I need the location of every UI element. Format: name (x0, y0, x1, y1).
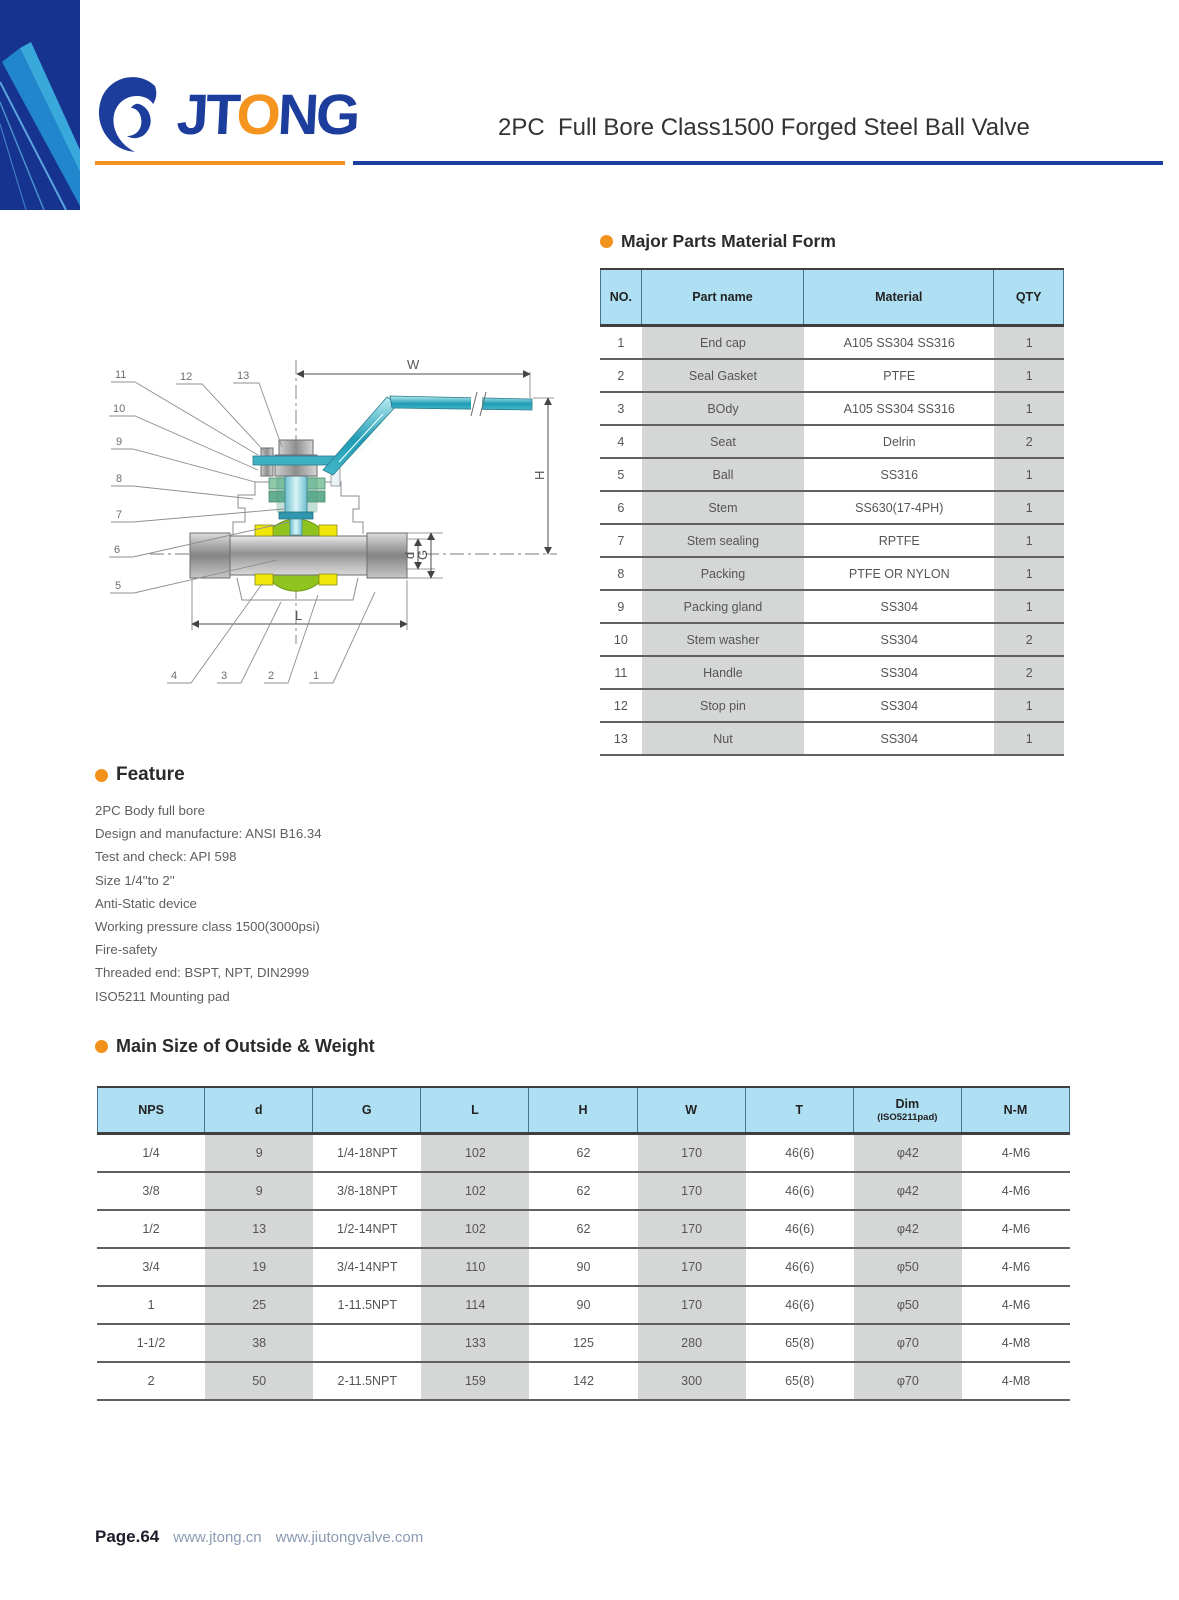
table-cell: 46(6) (785, 1260, 815, 1274)
table-cell: 1-1/2 (136, 1336, 166, 1350)
table-cell: 300 (638, 1363, 746, 1399)
jtong-logo-icon (93, 72, 173, 158)
valve-body-bore (228, 536, 369, 575)
table-row (600, 558, 1064, 591)
table-cell: 1 (994, 723, 1064, 754)
table-body (600, 327, 1064, 756)
table-cell: 1/4-18NPT (337, 1146, 398, 1160)
table-cell: 1/2-14NPT (337, 1222, 398, 1236)
svg-text:W: W (407, 357, 420, 372)
size-section-heading (95, 1036, 375, 1057)
table-row (97, 1173, 1070, 1211)
table-cell: SS316 (880, 467, 919, 482)
table-cell: 110 (421, 1249, 529, 1285)
table-cell: 280 (638, 1325, 746, 1361)
table-cell: 114 (421, 1287, 529, 1323)
table-cell: 159 (421, 1363, 529, 1399)
table-body (97, 1135, 1070, 1401)
table-cell: 2 (994, 624, 1064, 655)
svg-text:11: 11 (115, 369, 127, 381)
table-cell: 4-M6 (1001, 1222, 1031, 1236)
table-cell: End cap (642, 327, 804, 358)
table-row (97, 1325, 1070, 1363)
stem-lower (290, 519, 302, 535)
table-cell: 4-M6 (1001, 1184, 1031, 1198)
table-cell: 1 (994, 690, 1064, 721)
svg-text:2: 2 (268, 670, 275, 682)
column-header: H (529, 1088, 637, 1132)
table-cell: 65(8) (785, 1374, 815, 1388)
table-cell: 62 (576, 1146, 591, 1160)
svg-text:5: 5 (115, 580, 122, 592)
table-row (97, 1363, 1070, 1401)
table-cell: 1 (994, 393, 1064, 424)
column-header: N-M (962, 1088, 1070, 1132)
table-cell: 38 (205, 1325, 313, 1361)
stem (285, 470, 307, 514)
table-cell: 1/2 (142, 1222, 160, 1236)
table-row (97, 1211, 1070, 1249)
table-cell: 46(6) (785, 1184, 815, 1198)
column-header: Part name (642, 270, 804, 324)
svg-text:13: 13 (237, 370, 250, 382)
table-row (600, 360, 1064, 393)
column-header: QTY (994, 270, 1064, 324)
table-cell: 3/4-14NPT (337, 1260, 398, 1274)
table-cell: 4-M8 (1001, 1336, 1031, 1350)
table-cell: SS304 (880, 599, 919, 614)
svg-text:8: 8 (116, 473, 123, 485)
table-cell: 1-11.5NPT (337, 1298, 398, 1312)
table-cell: 62 (576, 1222, 591, 1236)
table-cell: 3/8 (142, 1184, 160, 1198)
table-cell: 46(6) (785, 1146, 815, 1160)
table-cell: 8 (617, 566, 625, 581)
table-cell: PTFE OR NYLON (848, 566, 950, 581)
feature-line: Working pressure class 1500(3000psi) (95, 919, 320, 935)
column-header: Dim (ISO5211pad) (854, 1088, 962, 1132)
svg-text:7: 7 (116, 509, 123, 521)
bullet-icon (95, 769, 108, 782)
table-row (600, 426, 1064, 459)
table-cell: BOdy (642, 393, 804, 424)
handle-bracket (253, 456, 341, 465)
nut (279, 440, 313, 455)
table-cell: 4-M6 (1001, 1146, 1031, 1160)
table-row (97, 1135, 1070, 1173)
table-cell: 4-M6 (1001, 1260, 1031, 1274)
table-cell: 2 (994, 657, 1064, 688)
dimension-w (297, 357, 530, 398)
table-cell: 102 (421, 1173, 529, 1209)
header-rule-blue (353, 161, 1163, 165)
table-cell: 5 (617, 467, 625, 482)
feature-line: Anti-Static device (95, 895, 197, 911)
table-row (97, 1287, 1070, 1325)
parts-material-table (600, 268, 1064, 756)
table-cell: 62 (576, 1184, 591, 1198)
header-rule-orange (95, 161, 345, 165)
column-header: d (205, 1088, 313, 1132)
feature-section-heading (95, 764, 185, 786)
table-cell: Handle (642, 657, 804, 688)
table-cell: 12 (613, 698, 628, 713)
svg-text:9: 9 (116, 436, 123, 448)
column-header: NPS (97, 1088, 205, 1132)
table-cell: SS304 (880, 731, 919, 746)
table-cell: 4-M6 (1001, 1298, 1031, 1312)
table-cell: Stop pin (642, 690, 804, 721)
table-cell: Seat (642, 426, 804, 457)
table-cell: φ42 (854, 1211, 962, 1247)
column-header: G (313, 1088, 421, 1132)
brand-logo (93, 72, 360, 158)
table-cell: 3/4 (142, 1260, 160, 1274)
column-header: W (638, 1088, 746, 1132)
table-cell: RPTFE (878, 533, 920, 548)
table-cell: 142 (573, 1374, 594, 1388)
svg-text:10: 10 (113, 403, 126, 415)
table-row (600, 393, 1064, 426)
table-cell: 102 (421, 1211, 529, 1247)
table-cell (313, 1325, 421, 1361)
table-cell: φ70 (854, 1363, 962, 1399)
table-cell: 6 (617, 500, 625, 515)
feature-line: ISO5211 Mounting pad (95, 988, 230, 1004)
table-cell: 1 (994, 327, 1064, 358)
table-cell: φ70 (854, 1325, 962, 1361)
table-cell: 102 (421, 1135, 529, 1171)
table-cell: 90 (576, 1260, 591, 1274)
bullet-icon (600, 235, 613, 248)
valve-technical-drawing (95, 352, 570, 697)
table-cell: SS304 (880, 698, 919, 713)
feature-list (95, 799, 322, 1008)
table-row (600, 525, 1064, 558)
table-cell: 46(6) (785, 1298, 815, 1312)
website-url: www.jtong.cn (173, 1529, 262, 1546)
svg-text:12: 12 (180, 371, 193, 383)
table-cell: 2 (994, 426, 1064, 457)
feature-line: 2PC Body full bore (95, 803, 205, 818)
table-cell: A105 SS304 SS316 (843, 401, 955, 416)
parts-section-title: Major Parts Material Form (621, 231, 836, 251)
table-cell: SS304 (880, 632, 919, 647)
table-cell: 125 (573, 1336, 594, 1350)
table-cell: 2-11.5NPT (337, 1374, 398, 1388)
table-cell: Stem sealing (642, 525, 804, 556)
table-cell: 50 (205, 1363, 313, 1399)
svg-text:d: d (402, 551, 417, 559)
dimension-h (532, 398, 554, 554)
feature-line: Threaded end: BSPT, NPT, DIN2999 (95, 965, 310, 981)
table-row (600, 591, 1064, 624)
svg-text:H: H (532, 470, 547, 480)
table-cell: 1 (994, 459, 1064, 490)
table-cell: 25 (205, 1287, 313, 1323)
table-cell: 1 (994, 591, 1064, 622)
table-cell: 170 (638, 1287, 746, 1323)
column-header: L (421, 1088, 529, 1132)
table-cell: 19 (205, 1249, 313, 1285)
page-title: 2PC Full Bore Class1500 Forged Steel Ball Valve (498, 114, 1030, 141)
table-cell: 90 (576, 1298, 591, 1312)
table-cell: φ50 (854, 1249, 962, 1285)
table-cell: Packing gland (642, 591, 804, 622)
table-cell: Stem washer (642, 624, 804, 655)
feature-line: Fire-safety (95, 942, 158, 958)
table-cell: Ball (642, 459, 804, 490)
table-row (600, 624, 1064, 657)
svg-text:L: L (295, 608, 303, 623)
table-cell: 13 (205, 1211, 313, 1247)
page-footer (95, 1527, 423, 1547)
feature-section-title: Feature (116, 764, 185, 785)
size-weight-table (97, 1086, 1070, 1401)
svg-text:1: 1 (313, 670, 320, 682)
column-header: NO. (600, 270, 642, 324)
table-cell: 1 (994, 525, 1064, 556)
table-cell: 1/4 (142, 1146, 160, 1160)
table-cell: 1 (994, 360, 1064, 391)
table-cell: 1 (994, 558, 1064, 589)
table-cell: 9 (617, 599, 625, 614)
table-cell: 170 (638, 1249, 746, 1285)
table-cell: 3/8-18NPT (337, 1184, 398, 1198)
svg-text:6: 6 (114, 544, 121, 556)
feature-line: Design and manufacture: ANSI B16.34 (95, 826, 322, 842)
table-cell: 1 (147, 1298, 155, 1312)
svg-text:G: G (415, 549, 430, 560)
table-row (600, 690, 1064, 723)
table-row (600, 327, 1064, 360)
table-cell: Stem (642, 492, 804, 523)
table-row (600, 657, 1064, 690)
table-cell: 46(6) (785, 1222, 815, 1236)
table-cell: SS630(17-4PH) (855, 500, 944, 515)
table-cell: SS304 (880, 665, 919, 680)
table-cell: A105 SS304 SS316 (843, 335, 955, 350)
feature-line: Test and check: API 598 (95, 849, 237, 865)
table-cell: 1 (617, 335, 625, 350)
table-row (600, 492, 1064, 525)
table-cell: φ50 (854, 1287, 962, 1323)
size-section-title: Main Size of Outside & Weight (116, 1036, 375, 1056)
stem-collar (279, 512, 313, 519)
table-cell: 170 (638, 1211, 746, 1247)
table-cell: 133 (421, 1325, 529, 1361)
end-cap-right (367, 533, 407, 578)
stem-assembly (253, 440, 341, 535)
page-number: Page.64 (95, 1527, 160, 1546)
table-cell: 9 (205, 1135, 313, 1171)
table-cell: 4 (617, 434, 625, 449)
table-cell: 170 (638, 1135, 746, 1171)
table-cell: 9 (205, 1173, 313, 1209)
table-cell: 2 (617, 368, 625, 383)
table-header-row (97, 1086, 1070, 1135)
table-cell: φ42 (854, 1135, 962, 1171)
parts-section-heading (600, 231, 836, 252)
svg-text:3: 3 (221, 670, 228, 682)
table-cell: Nut (642, 723, 804, 754)
table-cell: φ42 (854, 1173, 962, 1209)
table-cell: 1 (994, 492, 1064, 523)
table-cell: Seal Gasket (642, 360, 804, 391)
table-cell: 7 (617, 533, 625, 548)
table-cell: 65(8) (785, 1336, 815, 1350)
table-cell: 13 (613, 731, 628, 746)
table-cell: PTFE (883, 368, 916, 383)
table-cell: 11 (614, 665, 628, 680)
brand-logo-text: JTONG (175, 82, 360, 147)
table-cell: 4-M8 (1001, 1374, 1031, 1388)
table-cell: 10 (613, 632, 628, 647)
column-header: Material (804, 270, 994, 324)
table-row (600, 459, 1064, 492)
table-cell: Delrin (882, 434, 916, 449)
column-header: T (746, 1088, 854, 1132)
table-cell: 3 (617, 401, 625, 416)
table-row (97, 1249, 1070, 1287)
bullet-icon (95, 1040, 108, 1053)
table-cell: 170 (638, 1173, 746, 1209)
handle (323, 392, 532, 475)
svg-text:4: 4 (171, 670, 178, 682)
table-cell: 2 (147, 1374, 155, 1388)
website-url: www.jiutongvalve.com (275, 1529, 424, 1546)
table-row (600, 723, 1064, 756)
feature-line: Size 1/4''to 2'' (95, 872, 175, 888)
table-cell: Packing (642, 558, 804, 589)
corner-decoration (0, 0, 80, 210)
table-header-row (600, 268, 1064, 327)
